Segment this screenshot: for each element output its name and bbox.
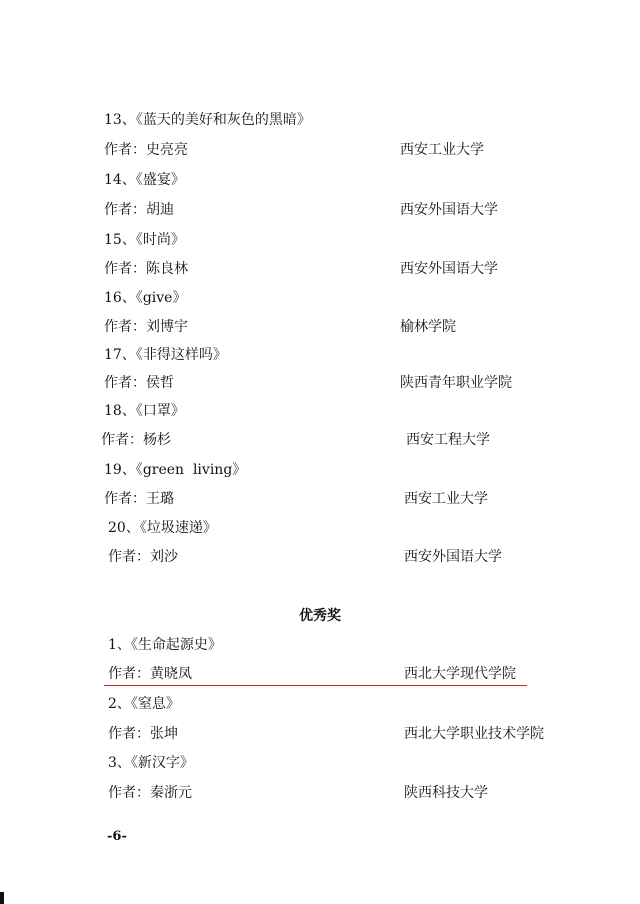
entry-20-author: 作者：刘沙 [108, 549, 178, 565]
merit-1-title: 1、《生命起源史》 [108, 637, 222, 653]
entry-13-author: 作者：史亮亮 [104, 142, 188, 158]
entry-14-school: 西安外国语大学 [400, 202, 498, 218]
entry-15-school: 西安外国语大学 [400, 261, 498, 277]
page-number: -6- [107, 829, 127, 844]
entry-16-school: 榆林学院 [400, 319, 456, 335]
entry-18-school: 西安工程大学 [406, 432, 490, 448]
entry-19-title: 19、《green living》 [104, 462, 247, 478]
red-underline [104, 685, 527, 686]
section-title: 优秀奖 [299, 608, 341, 624]
merit-1-author: 作者：黄晓凤 [108, 666, 192, 682]
entry-13-school: 西安工业大学 [400, 142, 484, 158]
entry-13-title: 13、《蓝天的美好和灰色的黑暗》 [104, 112, 311, 128]
entry-19-school: 西安工业大学 [404, 491, 488, 507]
merit-2-author: 作者：张坤 [108, 726, 178, 742]
entry-15-title: 15、《时尚》 [104, 232, 185, 248]
merit-3-school: 陕西科技大学 [404, 785, 488, 801]
entry-17-title: 17、《非得这样吗》 [104, 347, 227, 363]
entry-14-author: 作者：胡迪 [104, 202, 174, 218]
entry-14-title: 14、《盛宴》 [104, 172, 185, 188]
entry-20-school: 西安外国语大学 [404, 549, 502, 565]
merit-2-title: 2、《窒息》 [108, 696, 180, 712]
merit-2-school: 西北大学职业技术学院 [404, 726, 544, 742]
entry-17-author: 作者：侯哲 [104, 375, 174, 391]
entry-19-author: 作者：王璐 [104, 491, 174, 507]
entry-18-title: 18、《口罩》 [104, 403, 185, 419]
entry-15-author: 作者：陈良林 [104, 261, 188, 277]
entry-16-title: 16、《give》 [104, 290, 187, 306]
merit-3-author: 作者：秦浙元 [108, 785, 192, 801]
entry-20-title: 20、《垃圾速递》 [108, 520, 217, 536]
merit-1-school: 西北大学现代学院 [404, 666, 516, 682]
entry-18-author: 作者：杨杉 [101, 432, 171, 448]
entry-16-author: 作者：刘博宇 [104, 319, 188, 335]
corner-mark [0, 892, 4, 904]
merit-3-title: 3、《新汉字》 [108, 755, 194, 771]
entry-17-school: 陕西青年职业学院 [400, 375, 512, 391]
